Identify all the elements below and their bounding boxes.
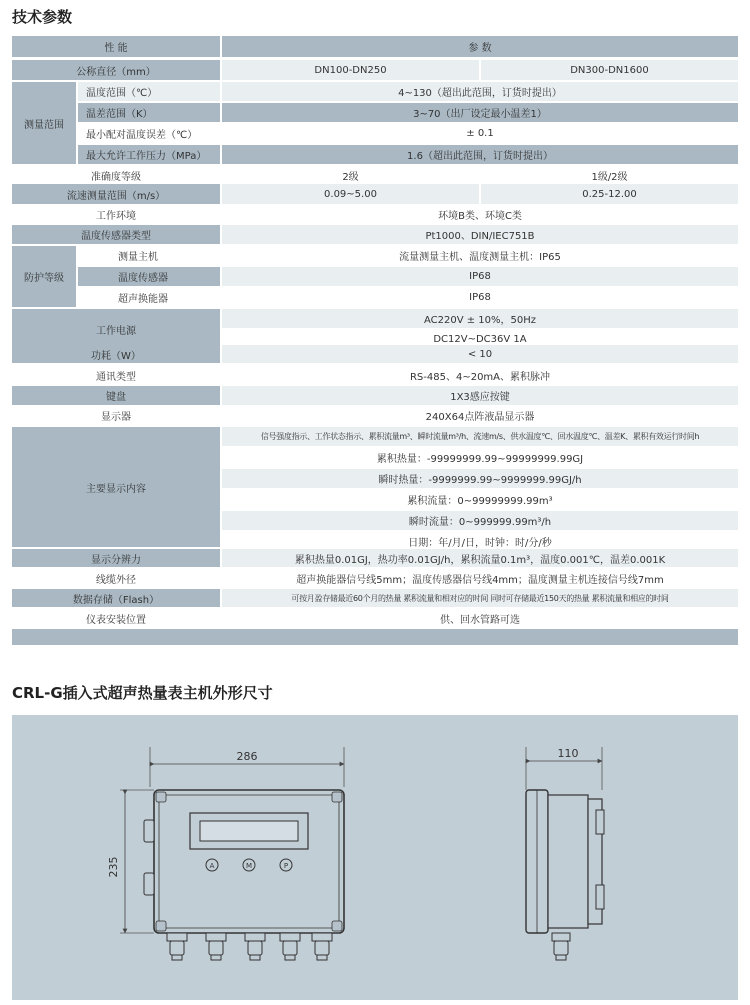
screw-icon (156, 921, 166, 931)
pressure-label: 最大允许工作压力（MPa） (78, 145, 220, 164)
dn-value-1: DN100-DN250 (222, 60, 479, 80)
header-property: 性 能 (12, 36, 220, 57)
page-title: 技术参数 (12, 8, 73, 26)
table-footer-band (12, 629, 738, 645)
host-protection-value: 流量测量主机、温度测量主机：IP65 (222, 246, 738, 265)
main-display-item-4: 累积流量：0~99999999.99m³ (222, 490, 738, 509)
storage-label: 数据存储（Flash） (12, 589, 220, 607)
environment-value: 环境B类、环境C类 (222, 204, 738, 224)
main-display-item-2: 累积热量：-99999999.99~99999999.99GJ (222, 448, 738, 467)
flow-range-value-1: 0.09~5.00 (222, 184, 479, 204)
keyboard-value: 1X3感应按键 (222, 386, 738, 405)
section-title-dimensions: CRL-G插入式超声热量表主机外形尺寸 (12, 684, 273, 702)
measure-group-label: 测量范围 (12, 82, 76, 164)
install-label: 仪表安装位置 (12, 609, 220, 628)
button-m-label: M (245, 862, 253, 870)
dn-value-2: DN300-DN1600 (481, 60, 738, 80)
comm-value: RS-485、4~20mA、累积脉冲 (222, 365, 738, 385)
install-value: 供、回水管路可选 (222, 609, 738, 628)
screw-icon (332, 921, 342, 931)
dimension-drawing (12, 715, 738, 1000)
depth-dimension-label: 110 (557, 747, 579, 760)
keyboard-label: 键盘 (12, 386, 220, 405)
storage-value: 可按月盈存储最近60个月的热量 累积流量和相对应的时间 同时可存储最近150天的热量 累积流量和相应的时间 (222, 589, 738, 607)
consumption-value: < 10 (222, 345, 738, 363)
temp-sensor-protection-value: IP68 (222, 267, 738, 286)
screw-icon (332, 792, 342, 802)
width-dimension-label: 286 (236, 750, 258, 763)
cable-gland-row (167, 933, 332, 960)
diff-range-label: 温差范围（K） (78, 103, 220, 122)
temp-range-label: 温度范围（℃） (78, 82, 220, 101)
cable-label: 线缆外径 (12, 569, 220, 588)
comm-label: 通讯类型 (12, 365, 220, 385)
button-p-label: P (283, 862, 289, 870)
dimension-drawing-panel (12, 715, 738, 1000)
resolution-value: 累积热量0.01GJ，热功率0.01GJ/h，累积流量0.1m³，温度0.001℃，温差0.001K (222, 549, 738, 567)
power-value-1: AC220V ± 10%，50Hz (222, 309, 738, 328)
flow-range-value-2: 0.25-12.00 (481, 184, 738, 204)
pair-error-label: 最小配对温度误差（℃） (78, 124, 220, 143)
header-value: 参 数 (222, 36, 738, 57)
meter-enclosure-side (526, 790, 604, 960)
screw-icon (156, 792, 166, 802)
transducer-protection-value: IP68 (222, 288, 738, 307)
sensor-type-value: Pt1000、DIN/IEC751B (222, 225, 738, 244)
transducer-protection-label: 超声换能器 (78, 288, 220, 307)
main-display-item-1: 信号强度指示、工作状态指示、累积流量m³、瞬时流量m³/h、流速m/s、供水温度℃、回水温度℃、温差K、累积有效运行时间h (222, 427, 738, 446)
main-display-item-6: 日期：年/月/日，时钟：时/分/秒 (222, 532, 738, 551)
display-label: 显示器 (12, 406, 220, 425)
host-protection-label: 测量主机 (78, 246, 220, 265)
diff-range-value: 3~70（出厂设定最小温差1） (222, 103, 738, 122)
consumption-label: 功耗（W） (12, 345, 220, 363)
power-value-2: DC12V~DC36V 1A (222, 330, 738, 349)
protection-group-label: 防护等级 (12, 246, 76, 307)
temp-range-value: 4~130（超出此范围，订货时提出） (222, 82, 738, 101)
main-display-item-3: 瞬时热量：-9999999.99~9999999.99GJ/h (222, 469, 738, 488)
temp-sensor-protection-label: 温度传感器 (78, 267, 220, 286)
accuracy-label: 准确度等级 (12, 166, 220, 185)
height-dimension-label: 235 (107, 856, 120, 878)
spec-table (12, 36, 738, 645)
pair-error-value: ± 0.1 (222, 124, 738, 143)
accuracy-value-2: 1级/2级 (481, 166, 738, 185)
lcd-screen (200, 821, 298, 841)
accuracy-value-1: 2级 (222, 166, 479, 185)
power-label: 工作电源 (12, 309, 220, 349)
environment-label: 工作环境 (12, 204, 220, 224)
resolution-label: 显示分辨力 (12, 549, 220, 567)
sensor-type-label: 温度传感器类型 (12, 225, 220, 244)
main-display-item-5: 瞬时流量：0~999999.99m³/h (222, 511, 738, 530)
side-mount-icon (144, 873, 154, 895)
main-display-label: 主要显示内容 (12, 427, 220, 547)
dn-label: 公称直径（mm） (12, 60, 220, 80)
button-a-label: A (209, 862, 215, 870)
side-mount-icon (144, 820, 154, 842)
pressure-value: 1.6（超出此范围，订货时提出） (222, 145, 738, 164)
cable-value: 超声换能器信号线5mm；温度传感器信号线4mm；温度测量主机连接信号线7mm (222, 569, 738, 588)
flow-range-label: 流速测量范围（m/s） (12, 184, 220, 204)
display-value: 240X64点阵液晶显示器 (222, 406, 738, 425)
